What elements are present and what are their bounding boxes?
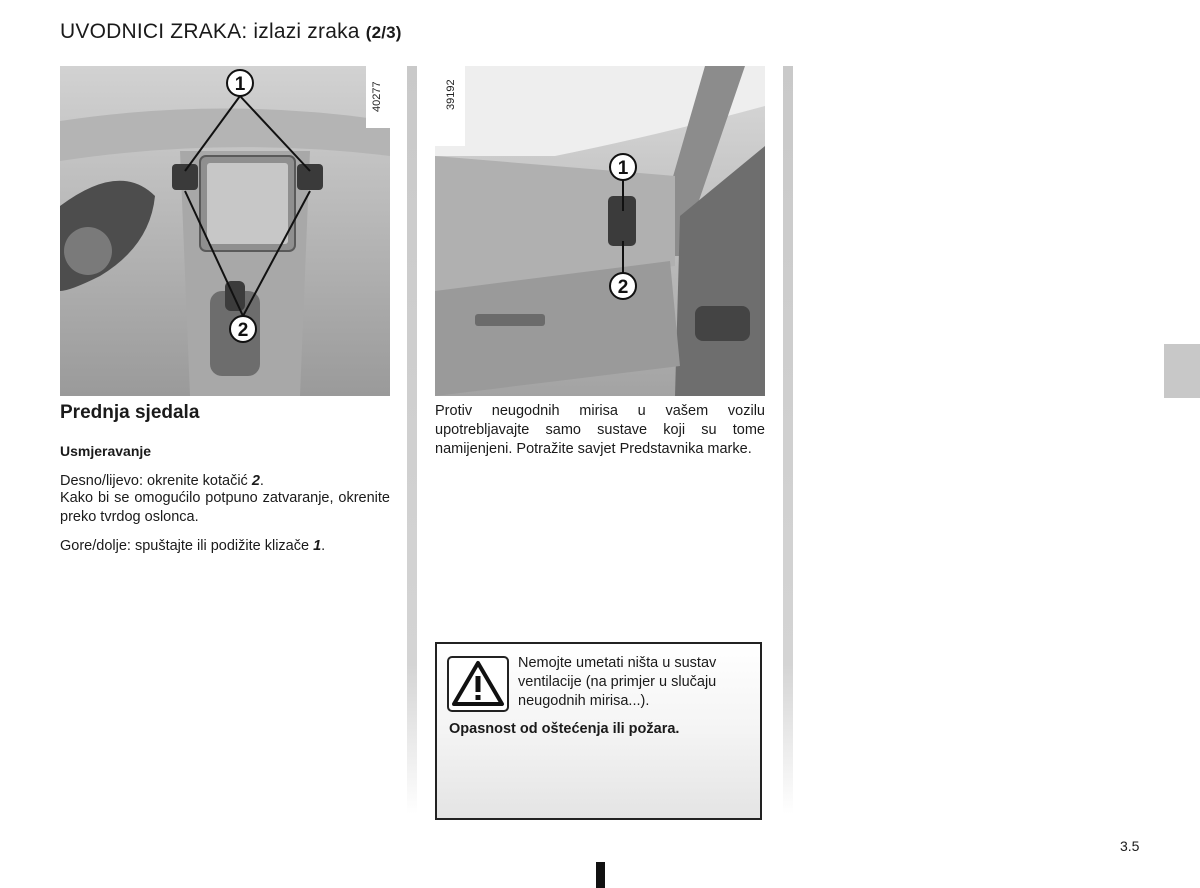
callout-label: 1 — [234, 74, 246, 95]
figure-dashboard-vents — [60, 66, 390, 396]
punctuation: . — [259, 473, 264, 489]
warning-text: Nemojte umetati ništa u sustav ventilacije (na primjer u slučaju neugodnih mirisa...). — [518, 655, 717, 709]
instruction-updown — [60, 537, 392, 556]
odor-advice-paragraph: Protiv neugodnih mirisa u vašem vozilu upotrebljavajte samo sustave koji su tome namijenjeni. Potražite savjet Predstavnika marke. — [435, 403, 765, 457]
figure-id: 40277 — [371, 81, 383, 112]
section-subheading: Usmjeravanje — [60, 443, 152, 459]
instruction-text: Desno/lijevo: okrenite kotačić — [60, 473, 252, 489]
callout-label: 2 — [237, 320, 249, 341]
part-reference: 2 — [251, 473, 260, 489]
page-title-main: UVODNICI ZRAKA: izlazi zraka — [60, 20, 360, 43]
section-heading: Prednja sjedala — [60, 402, 200, 423]
warning-strong-text: Opasnost od oštećenja ili požara. — [449, 721, 680, 737]
crop-mark — [596, 862, 605, 888]
warning-box — [435, 642, 762, 820]
instruction-closing: Kako bi se omogućilo potpuno zatvaranje, okrenite preko tvrdog oslonca. — [60, 490, 390, 525]
passenger-vent-illustration — [435, 66, 765, 396]
page-number: 3.5 — [1120, 838, 1140, 854]
chapter-tab — [1164, 344, 1200, 398]
part-reference: 1 — [313, 538, 322, 554]
column-divider — [407, 66, 417, 814]
page-title-part: (2/3) — [365, 23, 402, 42]
page-title — [60, 20, 402, 44]
figure-passenger-vent — [435, 66, 765, 396]
figure-id: 39192 — [445, 79, 457, 110]
punctuation: . — [321, 538, 326, 554]
dashboard-illustration — [60, 66, 390, 396]
warning-triangle-icon — [447, 656, 509, 712]
instruction-text: Gore/dolje: spuštajte ili podižite klizače — [60, 538, 314, 554]
callout-label: 2 — [617, 277, 629, 298]
column-divider — [783, 66, 793, 814]
callout-label: 1 — [617, 158, 629, 179]
